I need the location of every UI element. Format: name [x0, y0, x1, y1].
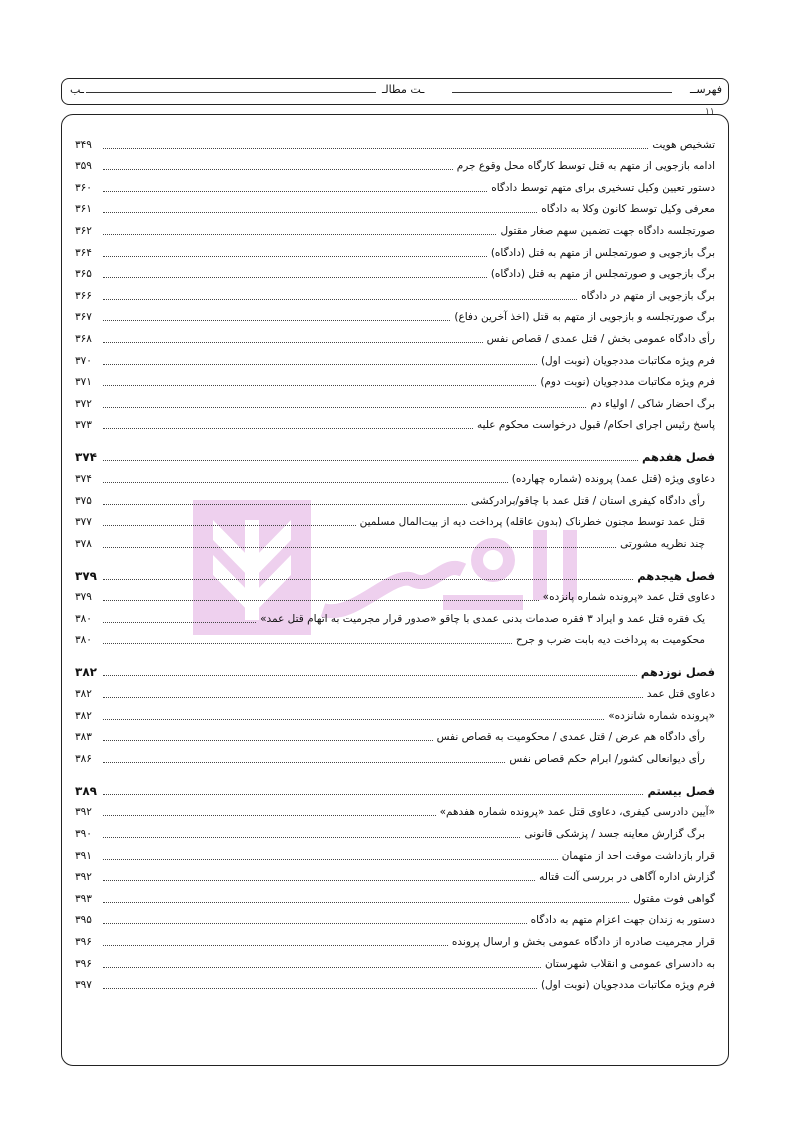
entry-title: چند نظریه مشورتی: [620, 537, 705, 550]
entry-title: دستور به زندان جهت اعزام متهم به دادگاه: [530, 914, 715, 927]
page-number: ۳۶۵: [75, 268, 92, 281]
entry-title: برگ بازجویی و صورتمجلس از متهم به قتل (دادگاه): [490, 246, 715, 259]
page-number: ۳۶۲: [75, 224, 92, 237]
toc-entry: [75, 260, 715, 282]
dot-leader: [103, 524, 356, 526]
chapter-title: فصل نوزدهم: [640, 665, 715, 680]
dot-leader: [103, 599, 539, 601]
dot-leader: [103, 384, 536, 386]
entry-title: به دادسرای عمومی و انقلاب شهرستان: [544, 957, 715, 970]
page-number: ۳۷۴: [75, 472, 92, 485]
entry-title: دعاوی ویژه (قتل عمد) پرونده (شماره چهارده): [511, 472, 715, 485]
dot-leader: [103, 255, 487, 257]
toc-entry: [75, 346, 715, 368]
toc-chapter-heading: [75, 778, 715, 798]
page-number: ۳۹۷: [75, 979, 92, 992]
dot-leader: [103, 987, 537, 989]
entry-title: دعاوی قتل عمد: [646, 688, 715, 701]
page-number: ۳۷۰: [75, 354, 92, 367]
dot-leader: [103, 696, 643, 698]
entry-title: رأی دادگاه عمومی بخش / قتل عمدی / قصاص نفس: [486, 332, 715, 345]
toc-entry: [75, 679, 715, 701]
dot-leader: [103, 621, 256, 623]
dot-leader: [103, 836, 520, 838]
dot-leader: [103, 793, 643, 795]
toc-entry: [75, 927, 715, 949]
toc-entry: [75, 529, 715, 551]
page-number: ۳۸۶: [75, 752, 92, 765]
toc-entry: [75, 464, 715, 486]
toc-entry: [75, 411, 715, 433]
toc-entry: [75, 798, 715, 820]
toc-entry: [75, 626, 715, 648]
page-number: ۳۸۳: [75, 731, 92, 744]
dot-leader: [103, 190, 487, 192]
toc-chapter-heading: [75, 659, 715, 679]
page-number: ۳۷۹: [75, 568, 97, 583]
page-number: ۳۵۹: [75, 160, 92, 173]
entry-title: رأی دیوانعالی کشور/ ابرام حکم قصاص نفس: [509, 752, 705, 765]
toc-chapter-heading: [75, 563, 715, 583]
dot-leader: [103, 966, 541, 968]
chapter-title: فصل هفدهم: [641, 450, 715, 465]
page-number: ۳۸۹: [75, 783, 97, 798]
page-number: ۳۷۵: [75, 494, 92, 507]
entry-title: قرار مجرمیت صادره از دادگاه عمومی بخش و ارسال پرونده: [451, 936, 715, 948]
dot-leader: [103, 944, 448, 946]
toc-entry: [75, 604, 715, 626]
toc-entry: [75, 841, 715, 863]
toc-entry: [75, 508, 715, 530]
dot-leader: [103, 546, 616, 548]
header-title-left: ـب: [70, 83, 85, 96]
dot-leader: [103, 578, 633, 580]
page-number: ۳۷۳: [75, 419, 92, 432]
dot-leader: [103, 427, 473, 429]
entry-title: صورتجلسه دادگاه جهت تضمین سهم صغار مقتول: [500, 224, 715, 237]
toc-entry: [75, 863, 715, 885]
toc-entry: [75, 971, 715, 993]
dot-leader: [103, 718, 604, 720]
dot-leader: [103, 363, 537, 365]
entry-title: قتل عمد توسط مجنون خطرناک (بدون عاقله) پرداخت دیه از بیت‌المال مسلمین: [359, 516, 705, 529]
header-rule-right: [452, 92, 672, 93]
dot-leader: [103, 406, 586, 408]
toc-entry: [75, 324, 715, 346]
entry-title: تشخیص هویت: [652, 138, 715, 151]
toc-entry: [75, 723, 715, 745]
page-number: ۳۸۰: [75, 612, 92, 625]
dot-leader: [103, 761, 505, 763]
toc-entry: [75, 173, 715, 195]
toc-entry: [75, 368, 715, 390]
page-number: ۳۸۲: [75, 665, 97, 680]
page-number: ۳۴۹: [75, 138, 92, 151]
entry-title: فرم ویژه مکاتبات مددجویان (نوبت اول): [540, 354, 715, 367]
entry-title: محکومیت به پرداخت دیه بابت ضرب و جرح: [515, 634, 705, 647]
page-number: ۳۷۸: [75, 537, 92, 550]
toc-entry: [75, 303, 715, 325]
page-number: ۳۶۰: [75, 181, 92, 194]
dot-leader: [103, 481, 508, 483]
page-number: ۳۶۴: [75, 246, 92, 259]
dot-leader: [103, 168, 453, 170]
entry-title: برگ بازجویی و صورتمجلس از متهم به قتل (دادگاه): [490, 268, 715, 281]
dot-leader: [103, 459, 638, 461]
entry-title: رأی دادگاه کیفری استان / قتل عمد با چاقو/برادرکشی: [471, 494, 705, 507]
page-number: ۳۹۶: [75, 936, 92, 948]
entry-title: «پرونده شماره شانزده»: [608, 709, 715, 722]
entry-title: برگ احضار شاکی / اولیاء دم: [590, 397, 715, 410]
entry-title: برگ بازجویی از متهم در دادگاه: [581, 289, 715, 302]
header-rule-left: [86, 92, 376, 93]
toc-entry: [75, 238, 715, 260]
page-number: ۳۶۱: [75, 203, 92, 216]
entry-title: دستور تعیین وکیل تسخیری برای متهم توسط دادگاه: [491, 181, 715, 194]
toc-entry: [75, 195, 715, 217]
entry-title: یک فقره قتل عمد و ایراد ۳ فقره صدمات بدنی عمدی با چاقو «صدور قرار مجرمیت به اتهام قتل عمد»: [260, 612, 705, 625]
dot-leader: [103, 674, 637, 676]
page-number: ۳۸۲: [75, 688, 92, 701]
dot-leader: [103, 814, 436, 816]
entry-title: قرار بازداشت موقت احد از متهمان: [561, 849, 715, 862]
dot-leader: [103, 503, 467, 505]
dot-leader: [103, 319, 450, 321]
toc-entry: [75, 152, 715, 174]
toc-entry: [75, 744, 715, 766]
entry-title: گواهی فوت مقتول: [633, 892, 715, 905]
page-number: ۳۶۶: [75, 289, 92, 302]
entry-title: رأی دادگاه هم عرض / قتل عمدی / محکومیت به قصاص نفس: [436, 731, 705, 744]
toc-entry: [75, 701, 715, 723]
page-number: ۳۷۱: [75, 376, 92, 389]
header-title-middle: ـت مطالـ: [382, 83, 425, 96]
page-number: ۳۹۲: [75, 871, 92, 884]
entry-title: برگ گزارش معاینه جسد / پزشکی قانونی: [524, 828, 705, 841]
page-number: ۳۹۱: [75, 849, 92, 862]
entry-title: ادامه بازجویی از متهم به قتل توسط کارگاه محل وقوع جرم: [456, 160, 715, 173]
toc-entry: [75, 906, 715, 928]
header-title-right: فهرســ: [689, 83, 722, 96]
dot-leader: [103, 901, 629, 903]
page-number: ۳۹۵: [75, 914, 92, 927]
page-number: ۳۶۷: [75, 311, 92, 324]
page-number: ۳۷۷: [75, 516, 92, 529]
page-number: ۳۸۲: [75, 709, 92, 722]
page-number: ۳۷۲: [75, 397, 92, 410]
entry-title: گزارش اداره آگاهی در بررسی آلت قتاله: [539, 871, 715, 884]
toc-entry: [75, 216, 715, 238]
dot-leader: [103, 879, 535, 881]
entry-title: فرم ویژه مکاتبات مددجویان (نوبت دوم): [540, 376, 715, 389]
toc-entry: [75, 281, 715, 303]
dot-leader: [103, 858, 558, 860]
entry-title: برگ صورتجلسه و بازجویی از متهم به قتل (اخذ آخرین دفاع): [454, 311, 715, 324]
table-of-contents: [75, 130, 715, 992]
toc-entry: [75, 949, 715, 971]
toc-entry: [75, 819, 715, 841]
page-number: ۳۹۲: [75, 806, 92, 819]
chapter-title: فصل بیستم: [647, 783, 715, 798]
toc-entry: [75, 486, 715, 508]
dot-leader: [103, 922, 527, 924]
page-number: ۳۷۹: [75, 591, 92, 604]
entry-title: معرفی وکیل توسط کانون وکلا به دادگاه: [541, 203, 715, 216]
toc-entry: [75, 884, 715, 906]
running-header: [61, 78, 729, 105]
dot-leader: [103, 298, 577, 300]
dot-leader: [103, 233, 496, 235]
page-number: ۳۷۴: [75, 450, 97, 465]
page-number-mark: ۱۱: [705, 107, 715, 117]
dot-leader: [103, 642, 512, 644]
page-number: ۳۶۸: [75, 332, 92, 345]
toc-entry: [75, 130, 715, 152]
page-number: ۳۹۰: [75, 828, 92, 841]
entry-title: پاسخ رئیس اجرای احکام/ قبول درخواست محکوم علیه: [477, 419, 715, 432]
toc-chapter-heading: [75, 444, 715, 464]
dot-leader: [103, 147, 648, 149]
dot-leader: [103, 739, 433, 741]
entry-title: فرم ویژه مکاتبات مددجویان (نوبت اول): [540, 979, 715, 992]
page-number: ۳۹۳: [75, 892, 92, 905]
page-number: ۳۹۶: [75, 957, 92, 970]
entry-title: «آیین دادرسی کیفری، دعاوی قتل عمد «پرونده شماره هفدهم»: [439, 806, 715, 819]
page-number: ۳۸۰: [75, 634, 92, 647]
entry-title: دعاوی قتل عمد «پرونده شماره پانزده»: [542, 591, 715, 604]
dot-leader: [103, 276, 487, 278]
chapter-title: فصل هیجدهم: [637, 568, 715, 583]
toc-entry: [75, 389, 715, 411]
toc-entry: [75, 583, 715, 605]
dot-leader: [103, 341, 483, 343]
dot-leader: [103, 211, 537, 213]
